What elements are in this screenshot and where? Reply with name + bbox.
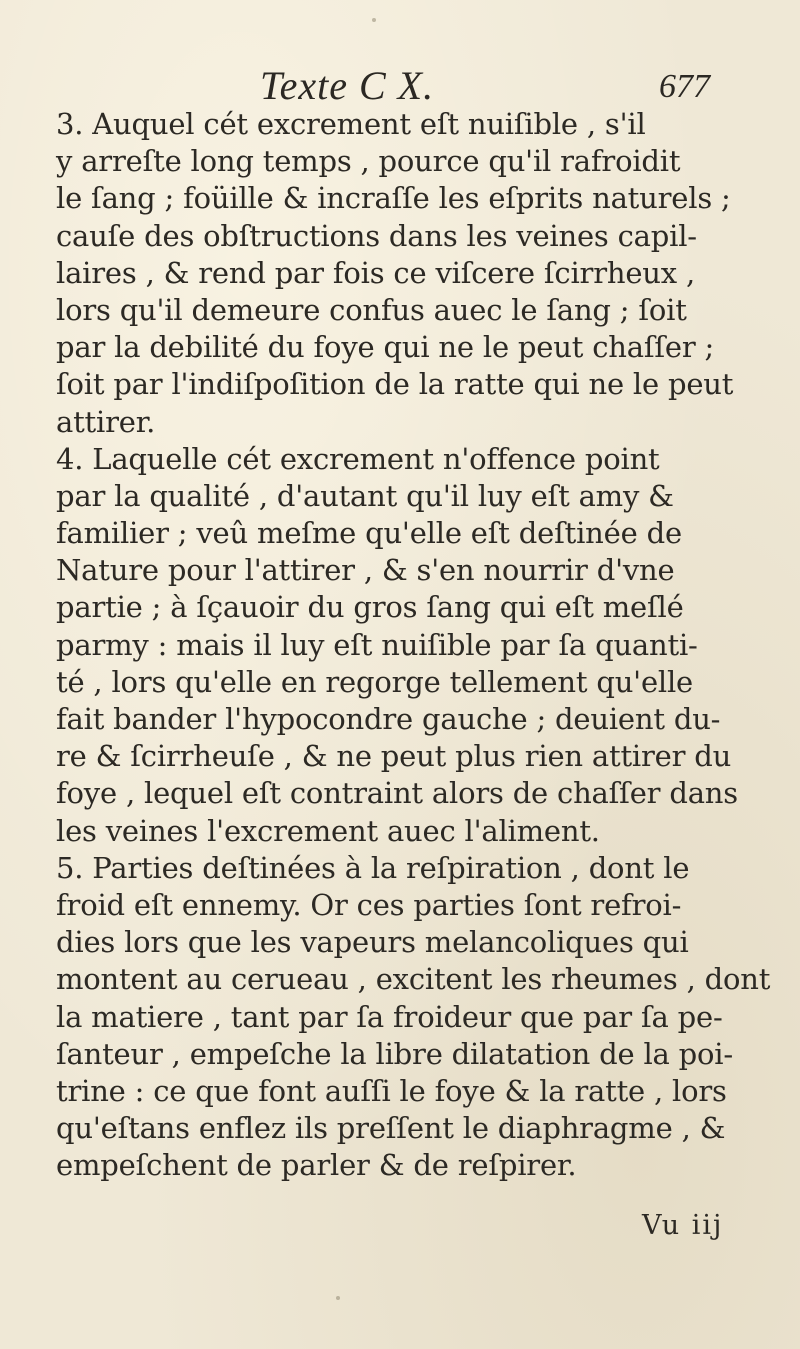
text-line: les veines l'excrement auec l'aliment.: [56, 813, 600, 848]
text-line: dies lors que les vapeurs melancoliques qui: [56, 925, 689, 960]
text-line: laires , & rend par fois ce viſcere ſcirrheux ,: [56, 255, 695, 290]
text-line: foye , lequel eſt contraint alors de chaſſer dans: [56, 776, 738, 811]
page-number: 677: [659, 68, 710, 105]
text-line: attirer.: [56, 404, 156, 439]
text-line: qu'eſtans enflez ils preſſent le diaphragme , &: [56, 1111, 726, 1146]
text-line: fait bander l'hypocondre gauche ; deuient du-: [56, 702, 721, 736]
text-line: Nature pour l'attirer , & s'en nourrir d'vne: [56, 553, 675, 588]
paper-speck: [372, 18, 376, 22]
paper-speck: [336, 1296, 340, 1300]
text-line: lors qu'il demeure confus auec le ſang ; ſoit: [56, 292, 687, 327]
text-line: partie ; à ſçauoir du gros ſang qui eſt meſlé: [56, 590, 684, 625]
text-line: 5. Parties deſtinées à la reſpiration , dont le: [56, 850, 690, 885]
text-line: re & ſcirrheuſe , & ne peut plus rien attirer du: [56, 739, 732, 774]
text-line: ſanteur , empeſche la libre dilatation de la poi-: [56, 1036, 733, 1071]
text-line: montent au cerueau , excitent les rheumes , dont: [56, 962, 771, 997]
text-line: 3. Auquel cét excrement eſt nuiſible , s'il: [56, 107, 646, 141]
text-line: froid eſt ennemy. Or ces parties ſont refroi-: [56, 887, 682, 922]
text-line: parmy : mais il luy eſt nuiſible par ſa quanti-: [56, 627, 698, 662]
running-title: Texte C X.: [260, 63, 435, 108]
text-line: le ſang ; foüille & incraſſe les eſprits naturels ;: [56, 181, 731, 216]
text-line: empeſchent de parler & de reſpirer.: [56, 1148, 577, 1183]
text-line: trine : ce que font auſſi le foye & la ratte , lors: [56, 1073, 727, 1108]
text-line: y arreſte long temps , pource qu'il rafroidit: [56, 144, 681, 179]
running-head: [230, 62, 730, 110]
text-line: par la debilité du foye qui ne le peut chaſſer ;: [56, 330, 715, 365]
text-line: cauſe des obſtructions dans les veines capil-: [56, 218, 697, 253]
catchword: Vu iij: [642, 1210, 724, 1241]
body-text: [56, 106, 784, 1184]
text-line: 4. Laquelle cét excrement n'offence point: [56, 441, 660, 476]
text-line: par la qualité , d'autant qu'il luy eſt amy &: [56, 478, 674, 513]
text-line: la matiere , tant par ſa froideur que par ſa pe-: [56, 999, 723, 1034]
text-line: té , lors qu'elle en regorge tellement qu'elle: [56, 664, 694, 699]
text-line: familier ; veû meſme qu'elle eſt deſtinée de: [56, 516, 682, 551]
text-line: ſoit par l'indiſpoſition de la ratte qui ne le peut: [56, 367, 734, 402]
